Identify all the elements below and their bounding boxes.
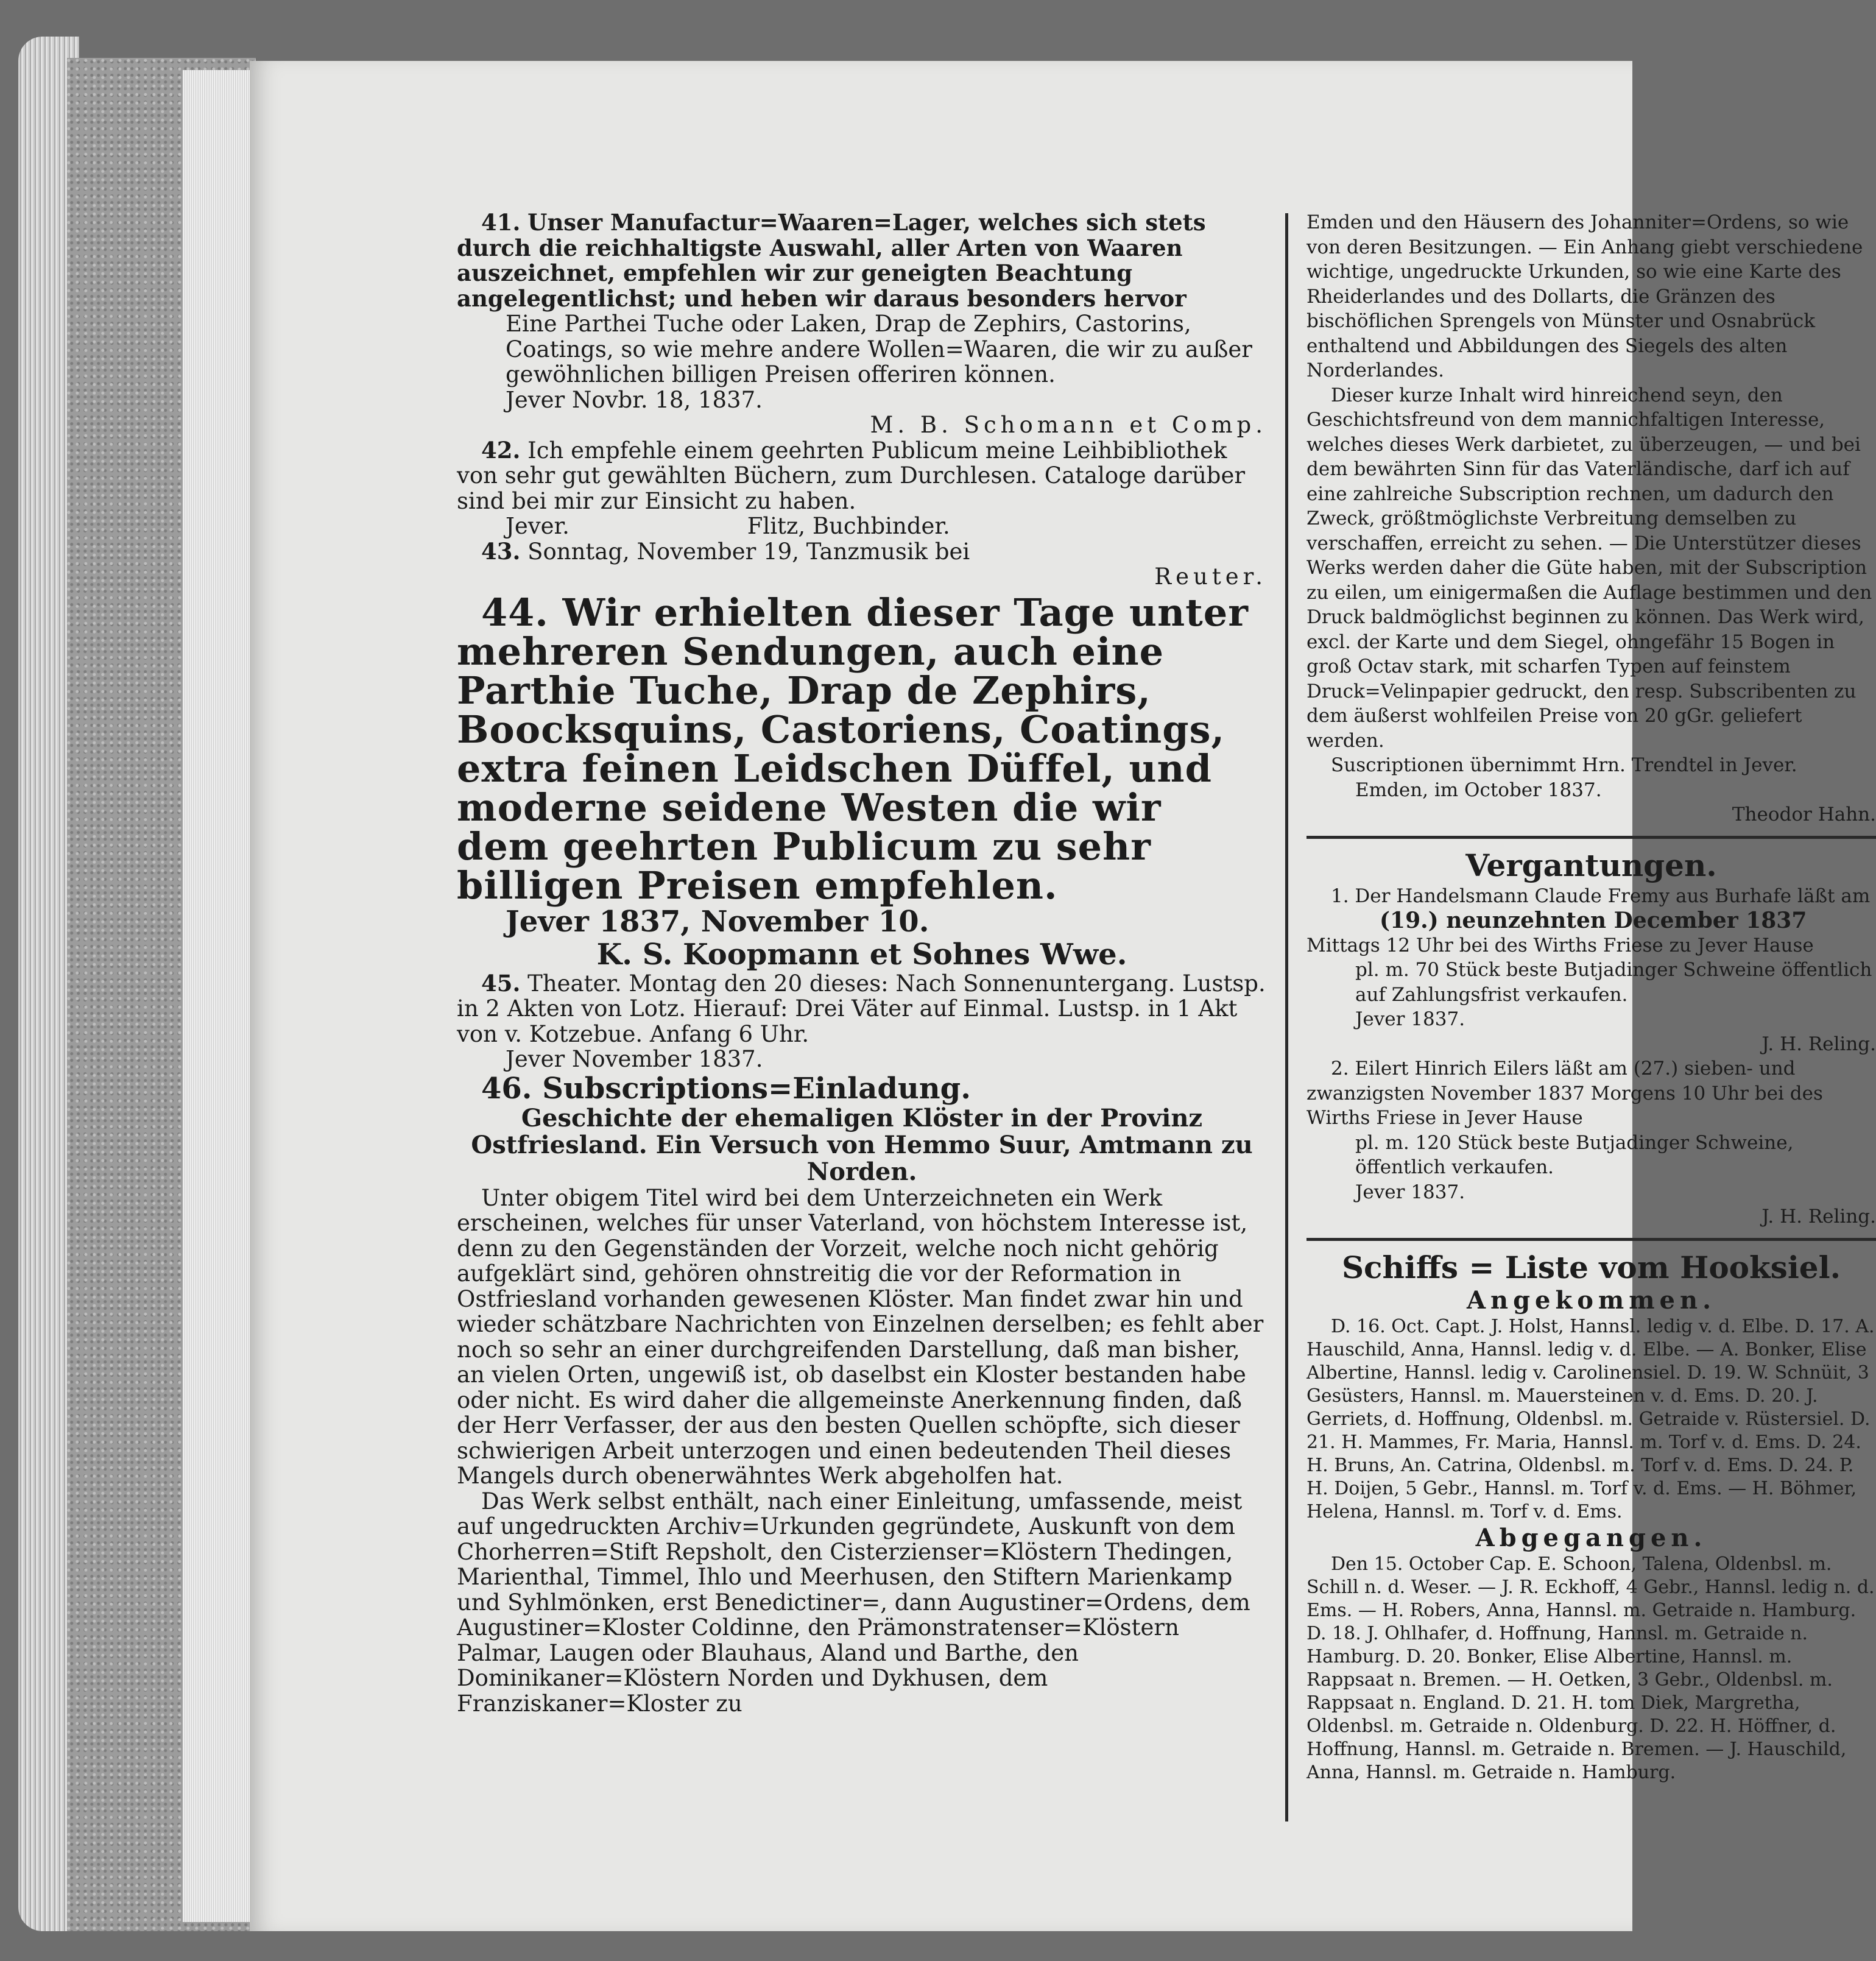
ad-44-date: Jever 1837, November 10. — [506, 904, 929, 939]
auction-1-time: Mittags 12 Uhr bei des Wirths Friese zu Jever Hause — [1306, 934, 1814, 956]
ad-text: Sonntag, November 19, Tanzmusik bei — [527, 538, 970, 565]
ad-42-footer — [457, 514, 1267, 539]
ad-42-signature: Flitz, Buchbinder. — [747, 513, 950, 539]
subscription-para3: Suscriptionen übernimmt Hrn. Trendtel in Jever. — [1331, 754, 1797, 776]
departed-list: Den 15. October Cap. E. Schoon, Talena, Oldenbsl. m. Schill n. d. Weser. — J. R. Eckhoff, 4 Gebr., Hannsl. ledig n. d. Ems. — H. Robers, Anna, Hannsl. m. Getraide n. Hamburg. D. 18. J. Ohlhafer, d. Hoffnung, Hannsl. m. Getraide n. Hamburg. D. 20. Bonker, Elise Albertine, Hannsl. m. Rappsaat n. Bremen. — H. Oetken, 3 Gebr., Oldenbsl. m. Rappsaat n. England. D. 21. H. tom Diek, Margretha, Oldenbsl. m. Getraide n. Oldenburg. D. 22. H. Höffner, d. Hoffnung, Hannsl. m. Getraide n. Bremen. — J. Hauschild, Anna, Hannsl. m. Getraide n. Hamburg. — [1306, 1553, 1875, 1783]
ad-41 — [457, 210, 1267, 311]
ad-41-date: Jever Novbr. 18, 1837. — [506, 386, 763, 413]
ad-46-heading — [457, 1072, 1267, 1105]
newspaper-page — [250, 61, 1876, 1931]
arrived-heading: Angekommen. — [1466, 1285, 1716, 1315]
ad-46-para1: Unter obigem Titel wird bei dem Unterzeichneten ein Werk erscheinen, welches für unser Vaterland, von höchstem Interesse ist, denn zu den Gegenständen der Vorzeit, welche noch nicht gehörig aufgeklärt sind, gehören ohnstreitig die vor der Reformation in Ostfriesland vorhanden gewesenen Klöster. Man findet zwar hin und wieder schätzbare Nachrichten von Einzelnen derselben; es fehlt aber noch so sehr an einer durchgreifenden Darstellung, daß man bisher, an vielen Orten, ungewiß ist, ob daselbst ein Kloster bestanden habe oder nicht. Es wird daher die allgemeinste Anerkennung finden, daß der Herr Verfasser, der aus den besten Quellen schöpfte, sich dieser schwierigen Arbeit unterzogen und einen bedeutenden Theil dieses Mangels durch obenerwähntes Werk abgeholfen hat. — [457, 1184, 1264, 1489]
auction-1-signature: J. H. Reling. — [1761, 1033, 1876, 1055]
column-divider — [1285, 213, 1288, 1821]
ship-list-heading: Schiffs = Liste vom Hooksiel. — [1341, 1249, 1841, 1285]
auction-1-date: (19.) neunzehnten December 1837 — [1380, 908, 1807, 933]
section-rule — [1306, 836, 1876, 839]
ad-number: 41. — [481, 209, 521, 236]
ad-43-signature: Reuter. — [1154, 564, 1267, 590]
ad-number: 46. — [481, 1071, 532, 1106]
ad-42 — [457, 438, 1267, 514]
ad-46-para2: Das Werk selbst enthält, nach einer Einleitung, umfassende, meist auf ungedruckten Archiv=Urkunden gegründete, Auskunft von dem Chorherren=Stift Repsholt, den Cisterzienser=Klöstern Thedingen, Marienthal, Timmel, Ihlo und Meerhusen, den Stiftern Marienkamp und Syhlmönken, erst Benedictiner=, dann Augustiner=Ordens, dem Augustiner=Kloster Coldinne, den Prämonstratenser=Klöstern Palmar, Laugen oder Blauhaus, Aland und Barthe, den Dominikaner=Klöstern Norden und Dykhusen, dem Franziskaner=Kloster zu — [457, 1488, 1250, 1717]
subscription-continuation: Emden und den Häusern des Johanniter=Ordens, so wie von deren Besitzungen. — Ein Anhang giebt verschiedene wichtige, ungedruckte Urkunden, so wie eine Karte des Rheiderlandes und des Dollarts, die Gränzen des bischöflichen Sprengels von Münster und Osnabrück enthaltend und Abbildungen des Siegels des alten Norderlandes. — [1306, 211, 1863, 381]
right-column — [1306, 210, 1876, 1784]
left-column — [457, 210, 1267, 1716]
auction-2-goods: pl. m. 120 Stück beste Butjadinger Schweine, öffentlich verkaufen. — [1355, 1131, 1794, 1178]
ad-number: 42. — [481, 436, 521, 464]
auction-1-line1: 1. Der Handelsmann Claude Fremy aus Burhafe läßt am — [1331, 885, 1871, 907]
subscription-date: Emden, im October 1837. — [1355, 779, 1602, 801]
auction-2-place: Jever 1837. — [1355, 1181, 1465, 1203]
ad-46-title: Geschichte der ehemaligen Klöster in der Provinz Ostfriesland. Ein Versuch von Hemmo Suur, Amtmann zu Norden. — [471, 1103, 1253, 1186]
ad-43 — [457, 539, 1267, 565]
ad-heading: Subscriptions=Einladung. — [542, 1071, 971, 1106]
subscription-signature: Theodor Hahn. — [1732, 804, 1876, 825]
ad-number: 43. — [481, 537, 521, 565]
auction-1-goods: pl. m. 70 Stück beste Butjadinger Schweine öffentlich auf Zahlungsfrist verkaufen. — [1355, 959, 1872, 1006]
auction-1-place: Jever 1837. — [1355, 1008, 1465, 1030]
ad-number: 44. — [481, 590, 549, 635]
ad-text: Unser Manufactur=Waaren=Lager, welches sich stets durch die reichhaltigste Auswahl, aller Arten von Waaren auszeichnet, empfehlen wir zur geneigten Beachtung angelegentlichst; und heben wir daraus besonders hervor — [457, 209, 1206, 312]
ad-41-detail: Eine Parthei Tuche oder Laken, Drap de Zephirs, Castorins, Coatings, so wie mehre andere Wollen=Waaren, die wir zu außer gewöhnlichen billigen Preisen offeriren können. — [506, 311, 1252, 387]
subscription-para2: Dieser kurze Inhalt wird hinreichend seyn, den Geschichtsfreund von dem mannichfaltigen Interesse, welches dieses Werk darbietet, zu überzeugen, — und bei dem bewährten Sinn für das Vaterländische, darf ich auf eine zahlreiche Subscription rechnen, um dadurch den Zweck, größtmöglichste Verbreitung demselben zu verschaffen, erreicht zu sehen. — Die Unterstützer dieses Werks werden daher die Güte haben, mit der Subscription zu eilen, um einigermaßen die Auflage bestimmen und den Druck baldmöglichst beginnen zu können. Das Werk wird, excl. der Karte und dem Siegel, ohngefähr 15 Bogen in groß Octav stark, mit scharfen Typen auf feinstem Druck=Velinpapier gedruckt, den resp. Subscribenten zu dem äußerst wohlfeilen Preise von 20 gGr. geliefert werden. — [1306, 384, 1872, 752]
ad-text: Theater. Montag den 20 dieses: Nach Sonnenuntergang. Lustsp. in 2 Akten von Lotz. Hierauf: Drei Väter auf Einmal. Lustsp. in 1 Akt von v. Kotzebue. Anfang 6 Uhr. — [457, 970, 1266, 1047]
section-rule — [1306, 1238, 1876, 1241]
ad-42-place: Jever. — [506, 513, 570, 539]
auction-2-signature: J. H. Reling. — [1761, 1206, 1876, 1228]
ad-44-signature: K. S. Koopmann et Sohnes Wwe. — [596, 937, 1127, 972]
ad-45-date: Jever November 1837. — [506, 1046, 763, 1072]
ad-41-signature: M. B. Schomann et Comp. — [870, 412, 1267, 438]
vergantungen-heading: Vergantungen. — [1465, 847, 1717, 883]
ad-text: Wir erhielten dieser Tage unter mehreren Sendungen, auch eine Parthie Tuche, Drap de Zephirs, Boocksquins, Castoriens, Coatings, extra feinen Leidschen Düffel, und moderne seidene Westen die wir dem geehrten Publicum zu sehr billigen Preisen empfehlen. — [457, 590, 1249, 908]
arrived-list: D. 16. Oct. Capt. J. Holst, Hannsl. ledig v. d. Elbe. D. 17. A. Hauschild, Anna, Hannsl. ledig v. d. Elbe. — A. Bonker, Elise Albertine, Hannsl. ledig v. Carolinensiel. D. 19. W. Schnüit, 3 Gesüsters, Hannsl. m. Mauersteinen v. d. Ems. D. 20. J. Gerriets, d. Hoffnung, Oldenbsl. m. Getraide v. Rüstersiel. D. 21. H. Mammes, Fr. Maria, Hannsl. m. Torf v. d. Ems. D. 24. H. Bruns, An. Catrina, Oldenbsl. m. Torf v. d. Ems. D. 24. P. H. Doijen, 5 Gebr., Hannsl. m. Torf v. d. Ems. — H. Böhmer, Helena, Hannsl. m. Torf v. d. Ems. — [1306, 1315, 1875, 1522]
ad-44 — [457, 590, 1267, 908]
departed-heading: Abgegangen. — [1475, 1523, 1707, 1552]
ad-45 — [457, 971, 1267, 1047]
auction-2-line1: 2. Eilert Hinrich Eilers läßt am (27.) sieben- und zwanzigsten November 1837 Morgens 10 Uhr bei des Wirths Friese in Jever Hause — [1306, 1058, 1823, 1129]
ad-text: Ich empfehle einem geehrten Publicum meine Leihbibliothek von sehr gut gewählten Büchern, zum Durchlesen. Cataloge darüber sind bei mir zur Einsicht zu haben. — [457, 437, 1246, 514]
ad-number: 45. — [481, 969, 521, 997]
